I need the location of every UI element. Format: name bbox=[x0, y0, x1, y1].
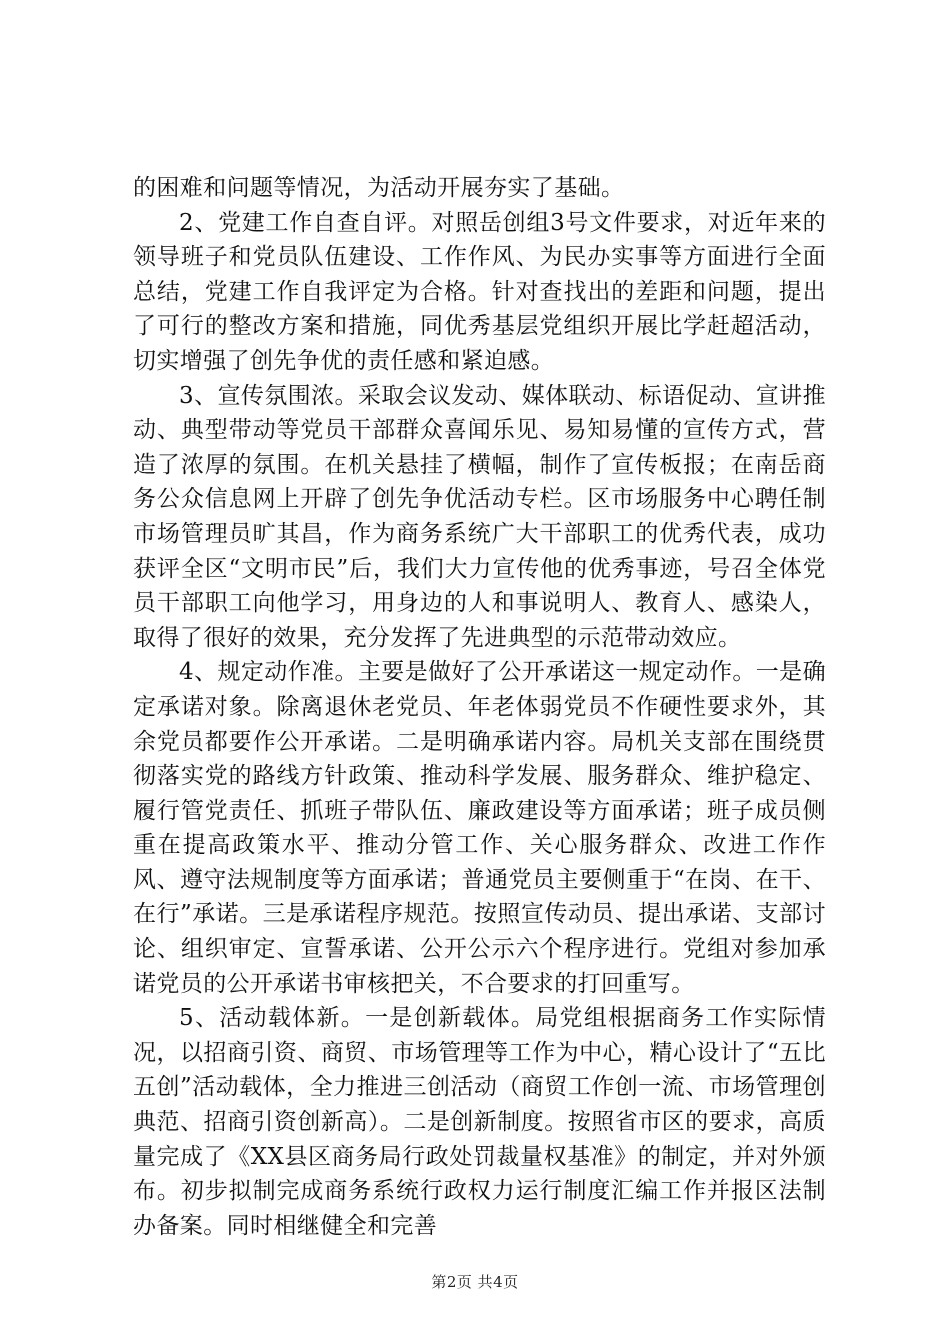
paragraph-activity-carrier: 5、活动载体新。一是创新载体。局党组根据商务工作实际情况，以招商引资、商贸、市场管理等工作为中心，精心设计了“五比五创”活动载体，全力推进三创活动（商贸工作创一流、市场管理创典范、招商引资创新高）。二是创新制度。按照省市区的要求，高质量完成了《XX县区商务局行政处罚裁量权基准》的制定，并对外颁布。初步拟制完成商务系统行政权力运行制度汇编工作并报区法制办备案。同时相继健全和完善 bbox=[133, 1005, 826, 1239]
paragraph-self-evaluation: 2、党建工作自查自评。对照岳创组3号文件要求，对近年来的领导班子和党员队伍建设、工作作风、为民办实事等方面进行全面总结，党建工作自我评定为合格。针对查找出的差距和问题，提出了可行的整改方案和措施，同优秀基层党组织开展比学赶超活动，切实增强了创先争优的责任感和紧迫感。 bbox=[133, 209, 826, 374]
page-footer: 第2页 共4页 bbox=[431, 1273, 519, 1291]
document-body bbox=[133, 171, 826, 1243]
paragraph-commitment: 4、规定动作准。主要是做好了公开承诺这一规定动作。一是确定承诺对象。除离退休老党员、年老体弱党员不作硬性要求外，其余党员都要作公开承诺。二是明确承诺内容。局机关支部在围绕贯彻落实党的路线方针政策、推动科学发展、服务群众、维护稳定、履行管党责任、抓班子带队伍、廉政建设等方面承诺；班子成员侧重在提高政策水平、推动分管工作、关心服务群众、改进工作作风、遵守法规制度等方面承诺；普通党员主要侧重于“在岗、在干、在行”承诺。三是承诺程序规范。按照宣传动员、提出承诺、支部讨论、组织审定、宣誓承诺、公开公示六个程序进行。党组对参加承诺党员的公开承诺书审核把关，不合要求的打回重写。 bbox=[133, 659, 826, 997]
paragraph-publicity: 3、宣传氛围浓。采取会议发动、媒体联动、标语促动、宣讲推动、典型带动等党员干部群众喜闻乐见、易知易懂的宣传方式，营造了浓厚的氛围。在机关悬挂了横幅，制作了宣传板报；在南岳商务公众信息网上开辟了创先争优活动专栏。区市场服务中心聘任制市场管理员旷其昌，作为商务系统广大干部职工的优秀代表，成功获评全区“文明市民”后，我们大力宣传他的优秀事迹，号召全体党员干部职工向他学习，用身边的人和事说明人、教育人、感染人，取得了很好的效果，充分发挥了先进典型的示范带动效应。 bbox=[133, 382, 826, 651]
paragraph-continuation: 的困难和问题等情况，为活动开展夯实了基础。 bbox=[133, 175, 625, 201]
